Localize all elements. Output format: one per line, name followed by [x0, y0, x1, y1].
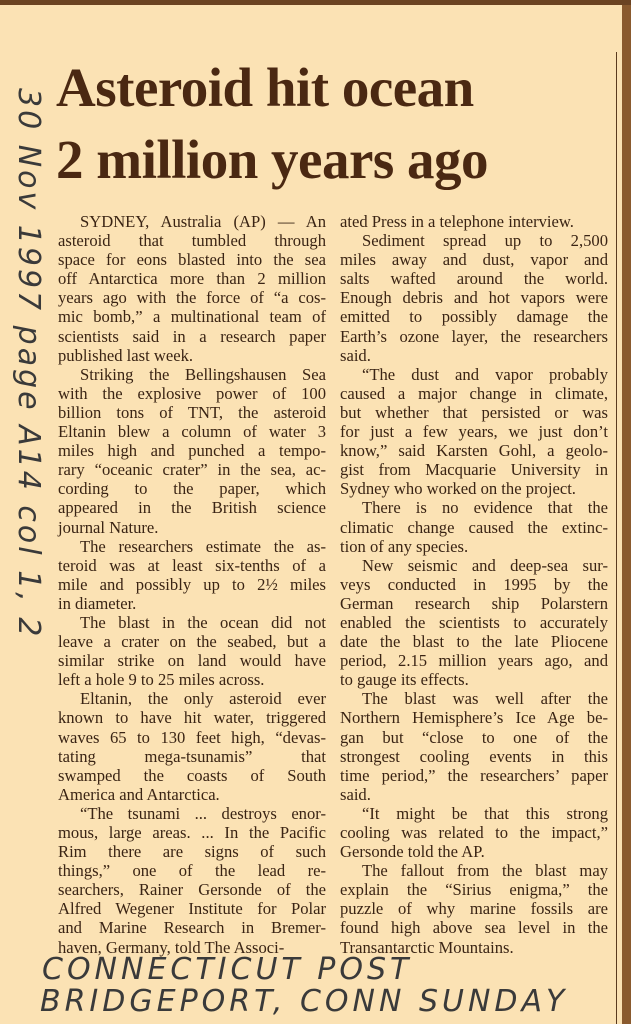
text-line: years ago with the force of “a cos- — [58, 288, 326, 308]
text-line: “The dust and vapor probably — [362, 364, 608, 384]
text-line: Enough debris and hot vapors were — [340, 288, 608, 308]
text-line: searchers, Rainer Gersonde of the — [58, 880, 326, 900]
article-column-left — [58, 212, 326, 957]
article-paragraph — [340, 231, 608, 365]
text-line: cording to the paper, which — [58, 479, 326, 499]
text-line: gist from Macquarie University in — [340, 460, 608, 480]
article-paragraph — [340, 556, 608, 690]
text-line: Transantarctic Mountains. — [340, 937, 514, 957]
text-line: asteroid that tumbled through — [58, 231, 326, 251]
text-line: said. — [340, 345, 371, 365]
clipping-right-edge — [622, 5, 631, 1024]
text-line: cooling was related to the impact,” — [340, 823, 608, 842]
text-line: ated Press in a telephone interview. — [340, 212, 574, 231]
text-line: Earth’s ozone layer, the researchers — [340, 326, 608, 346]
text-line: mous, large areas. ... In the Pacific — [58, 823, 326, 842]
text-line: climatic change caused the extinc- — [340, 517, 608, 537]
text-line: Alfred Wegener Institute for Polar — [58, 899, 326, 919]
text-line: explain the “Sirius enigma,” the — [340, 880, 608, 900]
text-line: New seismic and deep-sea sur- — [362, 555, 608, 575]
text-line: space for eons blasted into the sea — [58, 250, 326, 270]
text-line: haven, Germany, told The Associ- — [58, 937, 285, 957]
text-line: off Antarctica more than 2 million — [58, 269, 326, 289]
text-line: Gersonde told the AP. — [340, 842, 485, 862]
article-paragraph — [58, 365, 326, 537]
text-line: mic bomb,” a multinational team of — [58, 307, 326, 327]
text-line: and Marine Research in Bremer- — [58, 918, 326, 938]
handwritten-source-line-2: BRIDGEPORT, CONN SUNDAY — [40, 984, 569, 1019]
text-line: Sediment spread up to 2,500 — [362, 231, 608, 251]
text-line: leave a crater on the seabed, but a — [58, 632, 326, 652]
text-line: billion tons of TNT, the asteroid — [58, 402, 326, 422]
text-line: salts wafted around the world. — [340, 269, 608, 289]
text-line: for just a few years, we just don’t — [340, 422, 608, 442]
text-line: found high above sea level in the — [340, 918, 608, 938]
text-line: period, 2.15 million years ago, and — [340, 651, 608, 671]
text-line: There is no evidence that the — [362, 498, 608, 518]
clipping-top-edge — [0, 0, 631, 5]
article-paragraph — [58, 537, 326, 613]
article-paragraph — [58, 804, 326, 957]
text-line: similar strike on land would have — [58, 651, 326, 671]
text-line: The researchers estimate the as- — [80, 536, 326, 556]
text-line: in diameter. — [58, 593, 137, 613]
text-line: published last week. — [58, 345, 194, 365]
text-line: The fallout from the blast may — [362, 861, 608, 881]
article-paragraph — [340, 212, 608, 231]
headline-line-2: 2 million years ago — [56, 129, 489, 190]
text-line: date the blast to the late Pliocene — [340, 632, 608, 652]
article-paragraph — [340, 498, 608, 555]
text-line: enabled the scientists to accurately — [340, 612, 608, 632]
text-line: waves 65 to 130 feet high, “devas- — [58, 727, 326, 747]
text-line: teroid was at least six-tenths of a — [58, 555, 326, 575]
article-paragraph — [340, 365, 608, 499]
text-line: tion of any species. — [340, 536, 469, 556]
text-line: “It might be that this strong — [362, 803, 608, 823]
article-paragraph — [340, 804, 608, 861]
article-paragraph — [340, 689, 608, 804]
text-line: things,” one of the lead re- — [58, 861, 326, 881]
text-line: rary “oceanic crater” in the sea, ac- — [58, 460, 326, 480]
article-paragraph — [58, 613, 326, 689]
text-line: The blast was well after the — [362, 689, 608, 709]
text-line: gan but “close to one of the — [340, 727, 608, 747]
handwritten-source-line-1: CONNECTICUT POST — [42, 952, 413, 987]
text-line: Rim there are signs of such — [58, 842, 326, 862]
text-line: emitted to possibly damage the — [340, 307, 608, 327]
text-line: miles away and dust, vapor and — [340, 250, 608, 270]
text-line: time period,” the researchers’ paper — [340, 765, 608, 785]
article-column-right — [340, 212, 608, 957]
text-line: Eltanin, the only asteroid ever — [80, 689, 326, 709]
text-line: miles high and punched a tempo- — [58, 441, 326, 461]
handwritten-date-note: 30 Nov 1997 page A14 col 1, 2 — [11, 88, 46, 640]
text-line: scientists said in a research paper — [58, 326, 326, 346]
text-line: tating mega-tsunamis” that — [58, 746, 326, 766]
column-rule — [616, 52, 617, 1024]
headline-line-1: Asteroid hit ocean — [56, 57, 474, 118]
text-line: puzzle of why marine fossils are — [340, 899, 608, 919]
text-line: left a hole 9 to 25 miles across. — [58, 670, 265, 690]
text-line: with the explosive power of 100 — [58, 383, 326, 403]
text-line: but whether that persisted or was — [340, 402, 608, 422]
text-line: known to have hit water, triggered — [58, 708, 326, 728]
text-line: strongest cooling events in this — [340, 746, 608, 766]
article-paragraph — [58, 212, 326, 365]
text-line: Striking the Bellingshausen Sea — [80, 364, 326, 384]
text-line: know,” said Karsten Gohl, a geolo- — [340, 441, 608, 461]
headline — [56, 52, 488, 196]
article-paragraph — [340, 861, 608, 956]
text-line: said. — [340, 784, 371, 804]
text-line: to gauge its effects. — [340, 670, 469, 690]
text-line: America and Antarctica. — [58, 784, 220, 804]
text-line: The blast in the ocean did not — [80, 612, 326, 632]
article-paragraph — [58, 689, 326, 804]
text-line: veys conducted in 1995 by the — [340, 574, 608, 594]
text-line: Eltanin blew a column of water 3 — [58, 422, 326, 442]
text-line: Northern Hemisphere’s Ice Age be- — [340, 708, 608, 728]
text-line: German research ship Polarstern — [340, 593, 608, 613]
text-line: SYDNEY, Australia (AP) — An — [80, 212, 326, 231]
text-line: caused a major change in climate, — [340, 383, 608, 403]
text-line: Sydney who worked on the project. — [340, 479, 576, 499]
text-line: journal Nature. — [58, 517, 159, 537]
text-line: mile and possibly up to 2½ miles — [58, 574, 326, 594]
text-line: swamped the coasts of South — [58, 765, 326, 785]
text-line: “The tsunami ... destroys enor- — [80, 803, 326, 823]
text-line: appeared in the British science — [58, 498, 326, 518]
